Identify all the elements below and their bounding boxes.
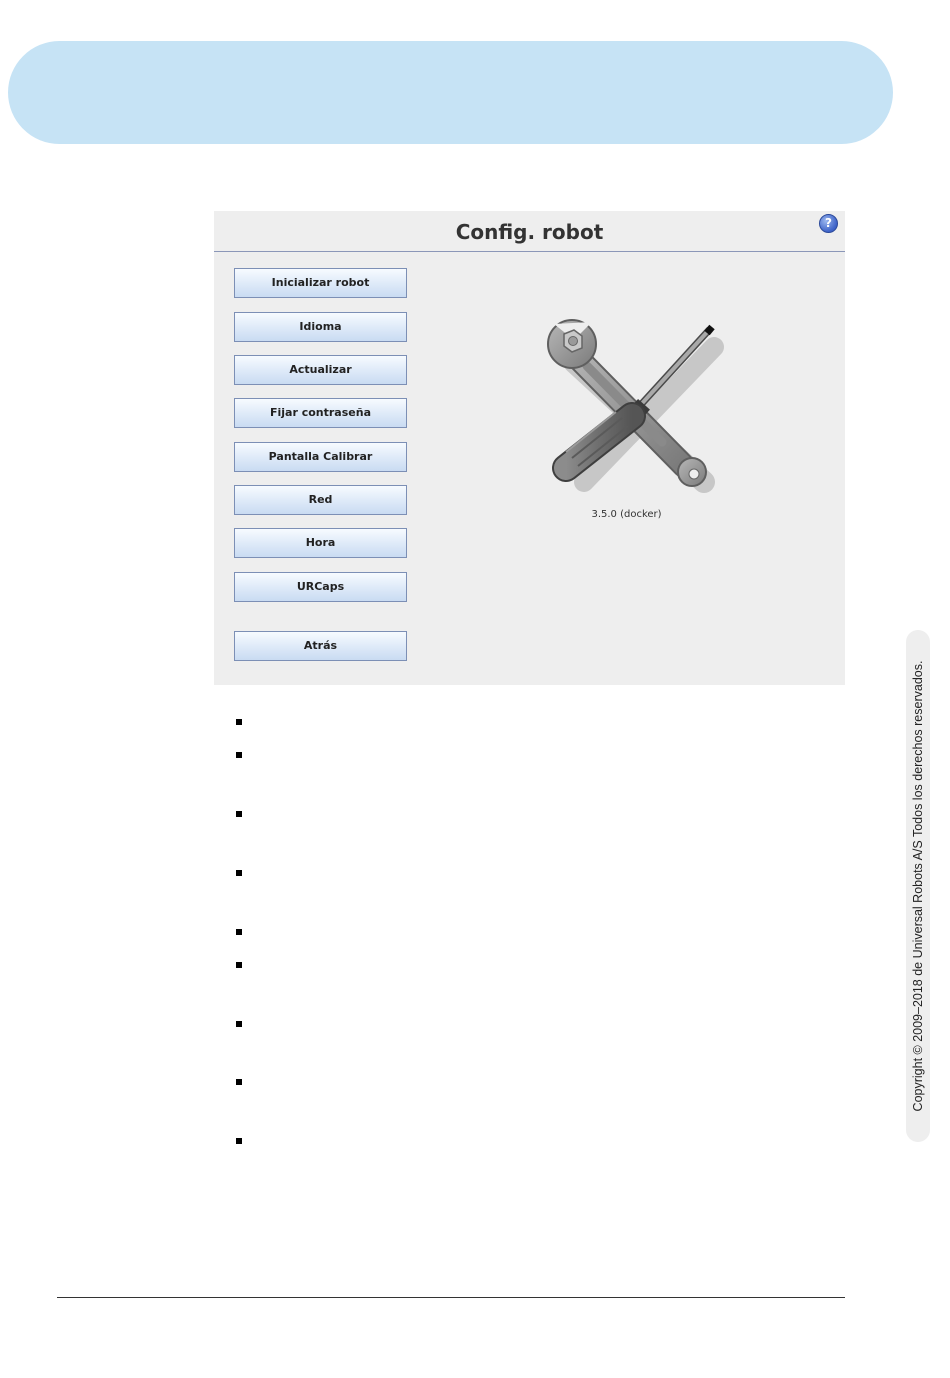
set-password-button[interactable]: Fijar contraseña — [234, 398, 407, 428]
urcaps-button[interactable]: URCaps — [234, 572, 407, 602]
wrench-screwdriver-icon — [544, 318, 724, 498]
config-robot-panel — [214, 211, 845, 685]
list-item-bullet — [236, 811, 242, 817]
update-button[interactable]: Actualizar — [234, 355, 407, 385]
initialize-robot-button[interactable]: Inicializar robot — [234, 268, 407, 298]
calibrate-screen-button[interactable]: Pantalla Calibrar — [234, 442, 407, 472]
list-item-bullet — [236, 962, 242, 968]
version-label: 3.5.0 (docker) — [591, 509, 662, 520]
language-button[interactable]: Idioma — [234, 312, 407, 342]
list-item-bullet — [236, 752, 242, 758]
copyright-notice: Copyright © 2009–2018 de Universal Robots A/S Todos los derechos reservados. — [911, 660, 925, 1112]
header-band — [8, 41, 893, 144]
list-item-bullet — [236, 1079, 242, 1085]
panel-title: Config. robot — [214, 211, 845, 252]
question-mark-icon[interactable]: ? — [819, 214, 838, 233]
time-button[interactable]: Hora — [234, 528, 407, 558]
list-item-bullet — [236, 719, 242, 725]
list-item-bullet — [236, 929, 242, 935]
back-button[interactable]: Atrás — [234, 631, 407, 661]
network-button[interactable]: Red — [234, 485, 407, 515]
list-item-bullet — [236, 1021, 242, 1027]
footer-divider — [57, 1297, 845, 1298]
list-item-bullet — [236, 870, 242, 876]
list-item-bullet — [236, 1138, 242, 1144]
